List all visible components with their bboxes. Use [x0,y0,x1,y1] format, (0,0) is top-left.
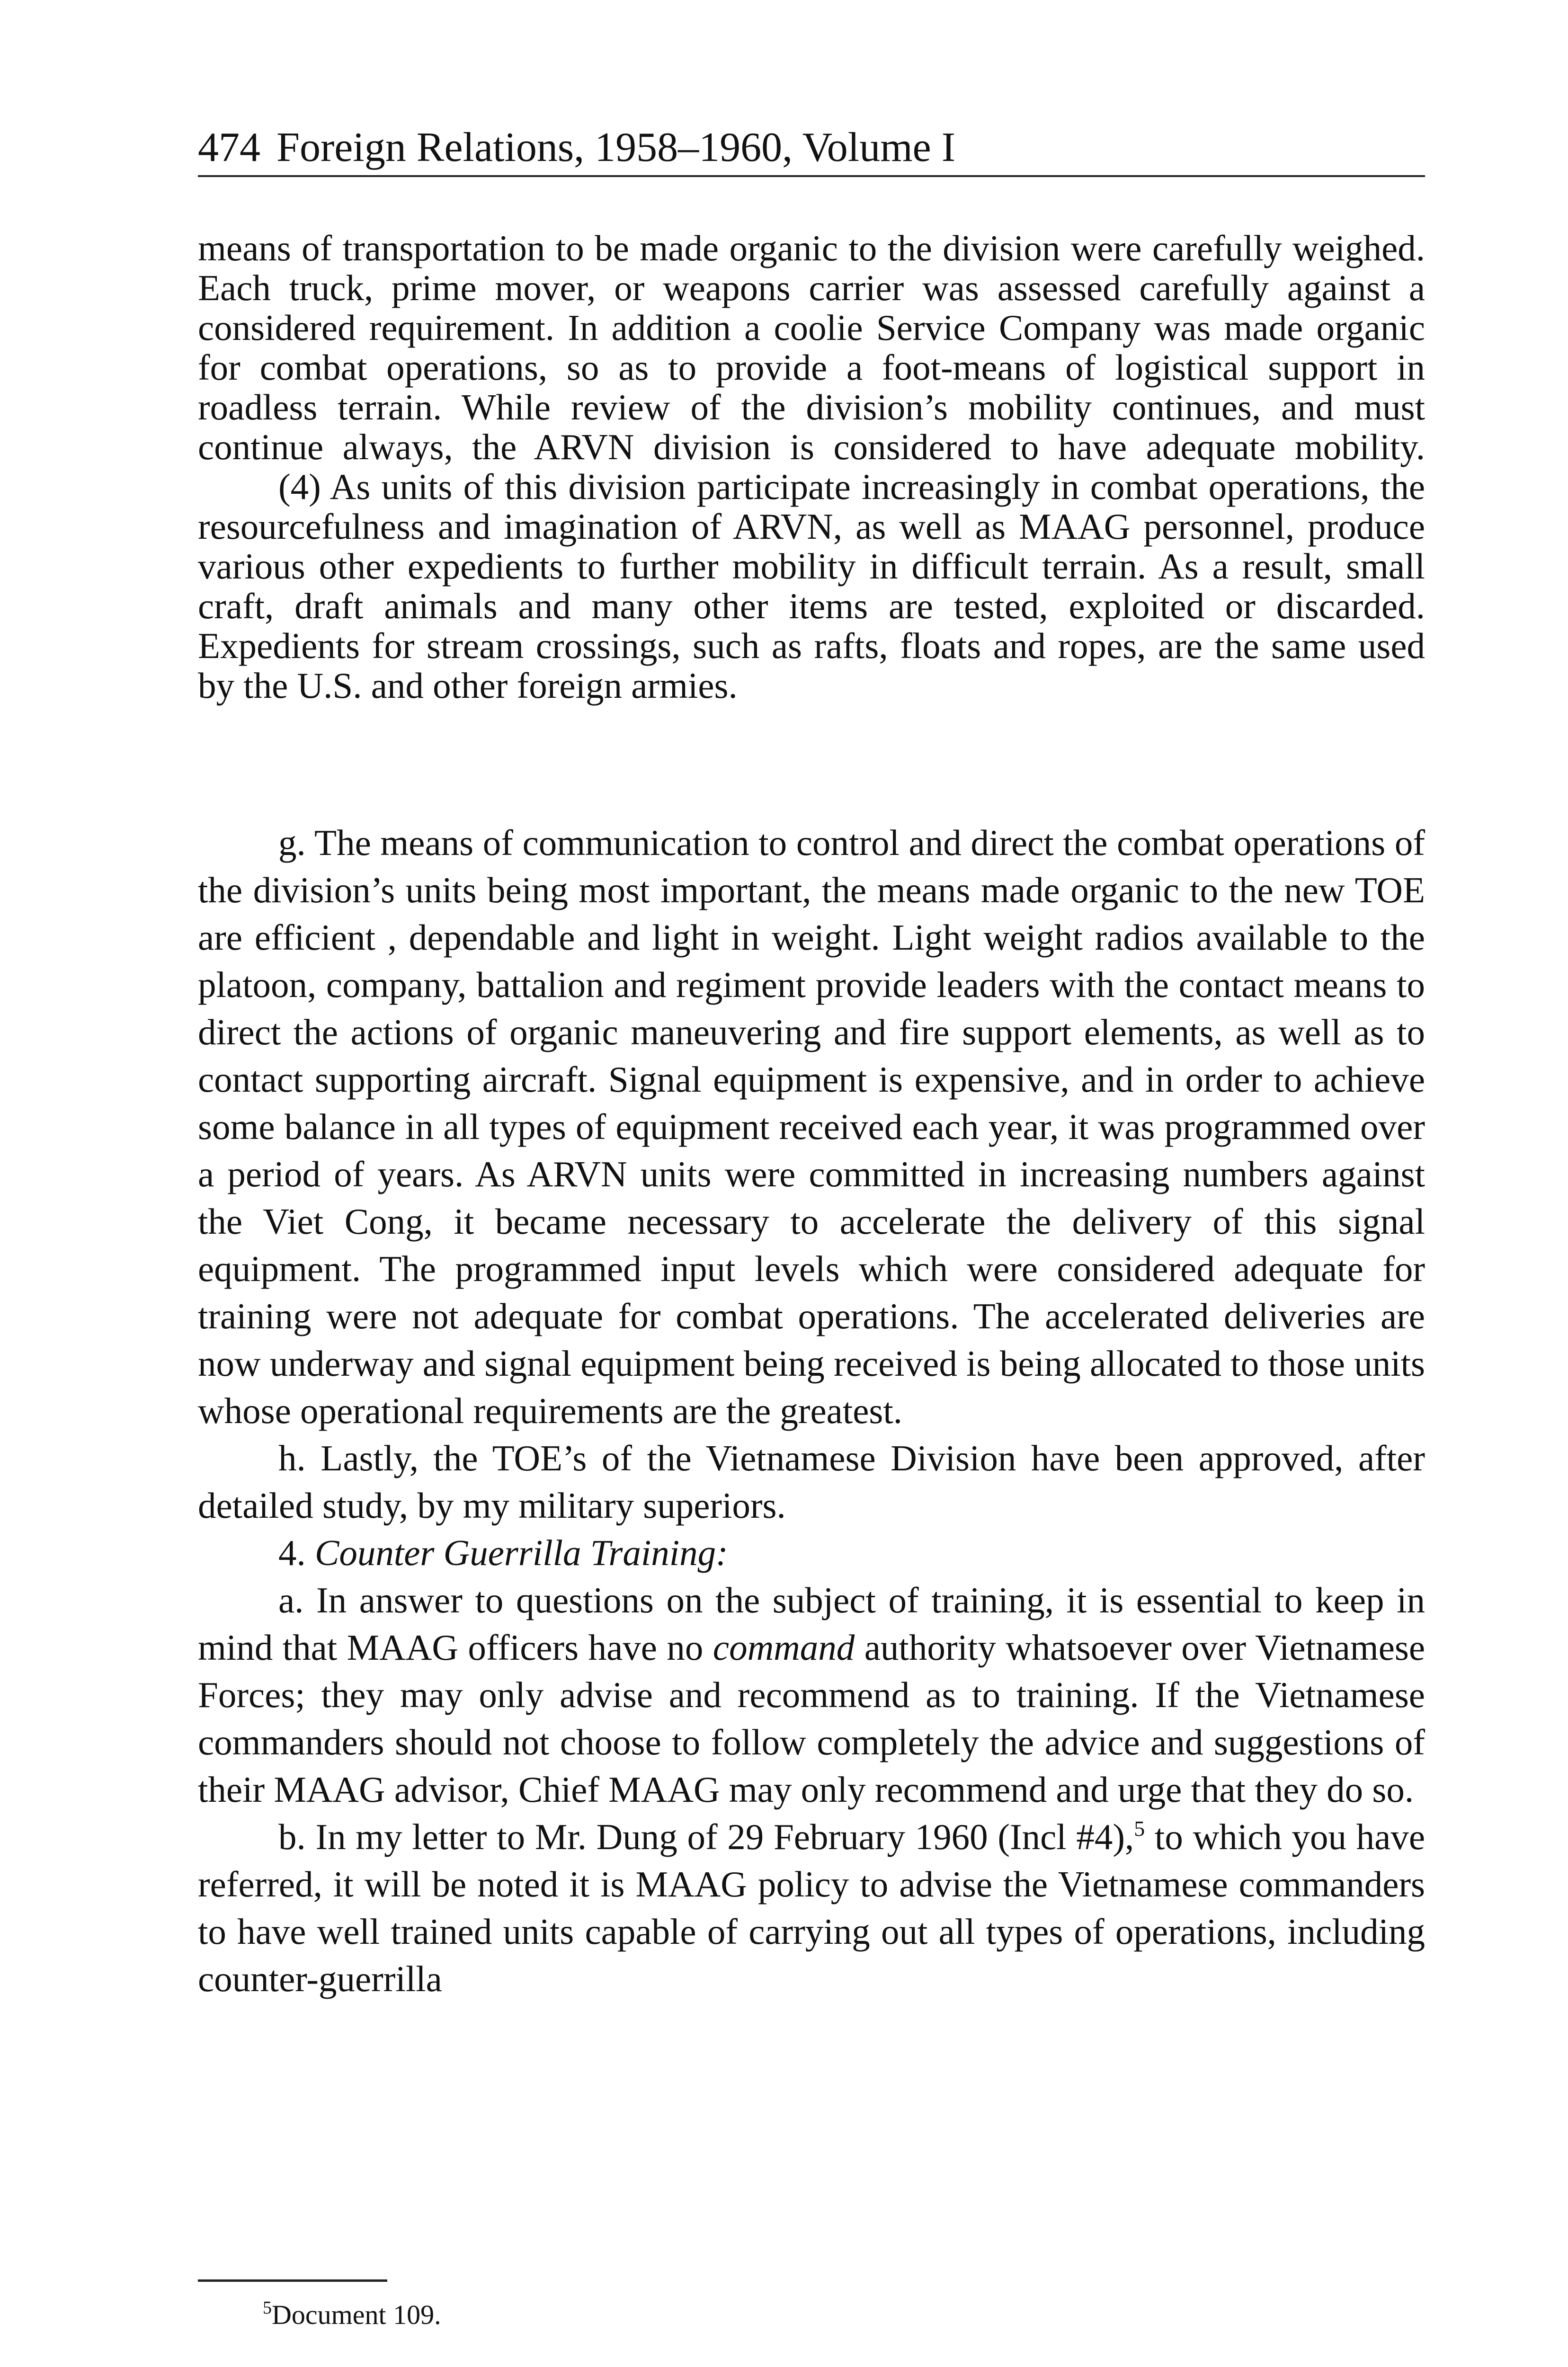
footnote [263,2298,441,2331]
paragraph-a-training: a. In answer to questions on the subject of training, it is essential to keep in mind that MAAG officers have no command authority whatsoever over Vietnamese Forces; they may only advise and recommend as to training. If the Vietnamese commanders should not choose to follow completely the advice and suggestions of their MAAG advisor, Chief MAAG may only recommend and urge that they do so. [198,1580,1425,1810]
running-title: Foreign Relations, 1958–1960, Volume I [276,125,956,170]
continued-text-block [198,228,1425,705]
emphasis-command: command [713,1627,855,1668]
footnote-marker: 5 [263,2298,272,2318]
paragraph-4-expedients: (4) As units of this division participate increasingly in combat operations, the resourcefulness and imagination of ARVN, as well as MAAG personnel, produce various other expedients to further mobility in difficult terrain. As a result, small craft, draft animals and many other items are tested, exploited or discarded. Expedients for stream crossings, such as rafts, floats and ropes, are the same used by the U.S. and other foreign armies. [198,466,1425,706]
paragraph-mobility: means of transportation to be made organic to the division were carefully weighed. Each truck, prime mover, or weapons carrier was assessed carefully against a considered requirement. In addition a coolie Service Company was made organic for combat operations, so as to provide a foot-means of logistical support in roadless terrain. While review of the division’s mobility continues, and must continue always, the ARVN division is considered to have adequate mobility. [198,228,1425,467]
running-header [198,124,1425,177]
paragraph-b-letter: b. In my letter to Mr. Dung of 29 February 1960 (Incl #4),$^5$ to which you have referred, it will be noted it is MAAG policy to advise the Vietnamese commanders to have well trained units capable of carrying out all types of operations, including counter-guerrilla [198,1816,1425,1999]
footnote-reference: 5 [1134,1816,1145,1841]
paragraph-h-toe-approval: h. Lastly, the TOE’s of the Vietnamese Division have been approved, after detailed study, by my military superiors. [198,1438,1425,1526]
page-number: 474 [198,125,260,170]
main-text-block [198,819,1425,2002]
section-heading-counter-guerrilla [198,1529,1425,1576]
footnote-text: Document 109. [272,2299,441,2330]
paragraph-g-communication: g. The means of communication to control and direct the combat operations of the division’s units being most important, the means made organic to the new TOE are efficient , dependable and light in weight. Light weight radios available to the platoon, company, battalion and regiment provide leaders with the contact means to direct the actions of organic maneuvering and fire support elements, as well as to contact supporting aircraft. Signal equipment is expensive, and in order to achieve some balance in all types of equipment received each year, it was programmed over a period of years. As ARVN units were committed in increasing numbers against the Viet Cong, it became necessary to accelerate the delivery of this signal equipment. The programmed input levels which were considered adequate for training were not adequate for combat operations. The accelerated deliveries are now underway and signal equipment being received is being allocated to those units whose operational requirements are the greatest. [198,822,1425,1431]
footnote-divider [198,2279,387,2282]
section-title: Counter Guerrilla Training: [315,1532,728,1573]
section-number: 4. [278,1532,306,1573]
